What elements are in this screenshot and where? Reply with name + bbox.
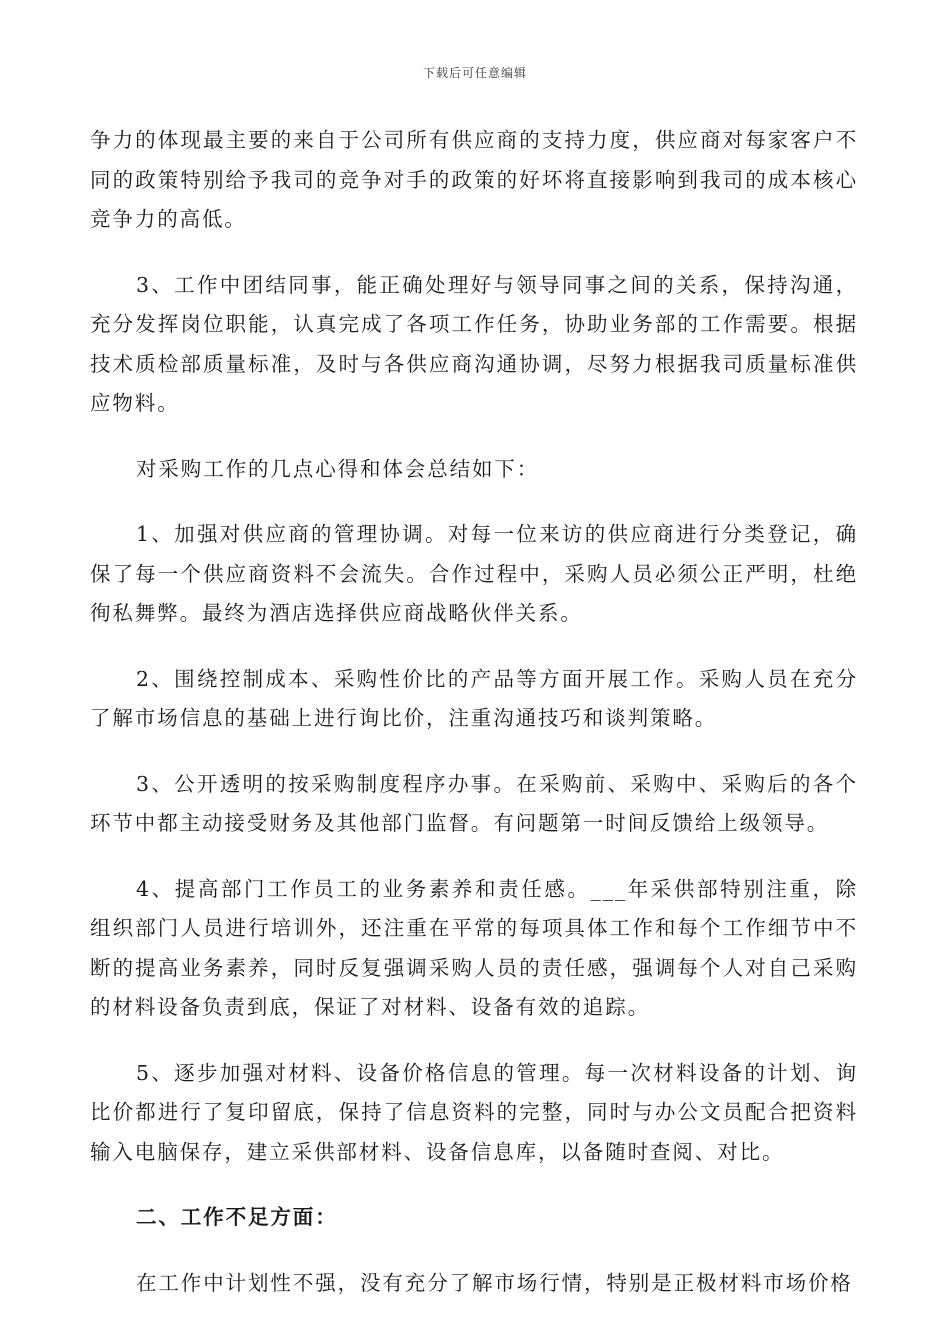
section-heading: 二、工作不足方面： (136, 1205, 338, 1229)
paragraph-continuation: 争力的体现最主要的来自于公司所有供应商的支持力度，供应商对每家客户不同的政策特别给予我司的竞争对手的政策的好坏将直接影响到我司的成本核心竞争力的高低。 (90, 128, 858, 231)
paragraph-point-2: 2、围绕控制成本、采购性价比的产品等方面开展工作。采购人员在充分了解市场信息的基础上进行询比价，注重沟通技巧和谈判策略。 (90, 666, 858, 730)
paragraph-shortcomings: 在工作中计划性不强，没有充分了解市场行情，特别是正极材料市场价格 (136, 1270, 853, 1295)
paragraph-point-5: 5、逐步加强对材料、设备价格信息的管理。每一次材料设备的计划、询比价都进行了复印留底，保持了信息资料的完整，同时与办公文员配合把资料输入电脑保存，建立采供部材料、设备信息库，以备随时查阅、对比。 (90, 1060, 858, 1164)
paragraph-point-1: 1、加强对供应商的管理协调。对每一位来访的供应商进行分类登记，确保了每一个供应商资料不会流失。合作过程中，采购人员必须公正严明，杜绝徇私舞弊。最终为酒店选择供应商战略伙伴关系。 (90, 522, 858, 625)
document-body (90, 121, 858, 1329)
page-header: 下载后可任意编辑 (422, 66, 527, 80)
paragraph-summary-intro: 对采购工作的几点心得和体会总结如下： (136, 456, 540, 481)
paragraph-item-3-teamwork: 3、工作中团结同事，能正确处理好与领导同事之间的关系，保持沟通，充分发挥岗位职能，认真完成了各项工作任务，协助业务部的工作需要。根据技术质检部质量标准，及时与各供应商沟通协调，尽努力根据我司质量标准供应物料。 (90, 272, 858, 415)
paragraph-point-4: 4、提高部门工作员工的业务素养和责任感。___年采供部特别注重，除组织部门人员进行培训外，还注重在平常的每项具体工作和每个工作细节中不断的提高业务素养，同时反复强调采购人员的责任感，强调每个人对自己采购的材料设备负责到底，保证了对材料、设备有效的追踪。 (90, 876, 858, 1019)
paragraph-point-3: 3、公开透明的按采购制度程序办事。在采购前、采购中、采购后的各个环节中都主动接受财务及其他部门监督。有问题第一时间反馈给上级领导。 (90, 771, 858, 835)
